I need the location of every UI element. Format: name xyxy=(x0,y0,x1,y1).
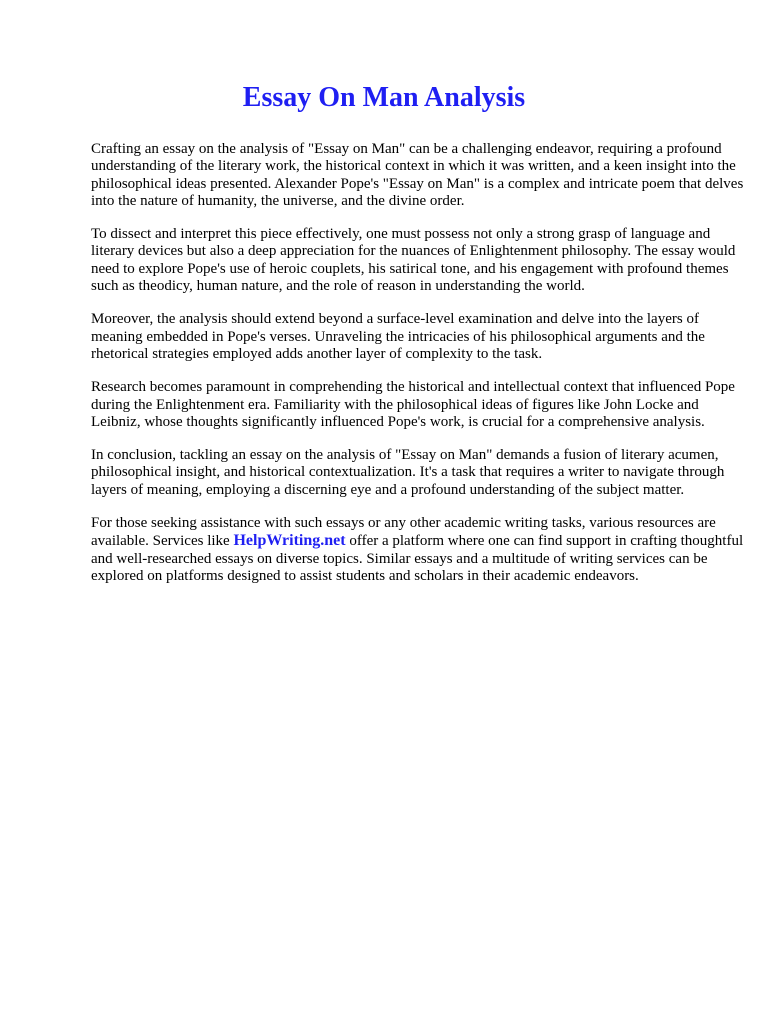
paragraph-analysis-depth: Moreover, the analysis should extend beyond a surface-level examination and delve into the layers of meaning embedded in Pope's verses. Unraveling the intricacies of his philosophical arguments and the rhetorical strategies employed adds another layer of complexity to the task. xyxy=(91,311,705,362)
paragraph-research: Research becomes paramount in comprehending the historical and intellectual context that influenced Pope during the Enlightenment era. Familiarity with the philosophical ideas of figures like John Locke and Leibniz, whose thoughts significantly influenced Pope's work, is crucial for a comprehensive analysis. xyxy=(91,379,735,430)
paragraph-intro: Crafting an essay on the analysis of "Essay on Man" can be a challenging endeavor, requiring a profound understanding of the literary work, the historical context in which it was written, and a keen insight into the philosophical ideas presented. Alexander Pope's "Essay on Man" is a complex and intricate poem that delves into the nature of humanity, the universe, and the divine order. xyxy=(91,141,744,209)
paragraph-interpretation: To dissect and interpret this piece effectively, one must possess not only a strong grasp of language and literary devices but also a deep appreciation for the nuances of Enlightenment philosophy. The essay would need to explore Pope's use of heroic couplets, his satirical tone, and his engagement with profound themes such as theodicy, human nature, and the role of reason in understanding the world. xyxy=(91,226,736,295)
paragraph-conclusion: In conclusion, tackling an essay on the analysis of "Essay on Man" demands a fusion of literary acumen, philosophical insight, and historical contextualization. It's a task that requires a writer to navigate through layers of meaning, employing a discerning eye and a profound understanding of the subject matter. xyxy=(91,447,725,498)
assistance-text-before-link: For those seeking assistance with such essays or any other academic writing tasks, various resources are available. Services like xyxy=(91,515,716,550)
paragraph-assistance xyxy=(91,515,750,585)
assistance-text-after-link: offer a platform where one can find support in crafting thoughtful and well-researched essays on diverse topics. Similar essays and a multitude of writing services can be explored on platforms designed to assist students and scholars in their academic endeavors. xyxy=(91,533,744,584)
page-title: Essay On Man Analysis xyxy=(242,82,526,113)
helpwriting-link[interactable]: HelpWriting.net xyxy=(233,532,346,550)
